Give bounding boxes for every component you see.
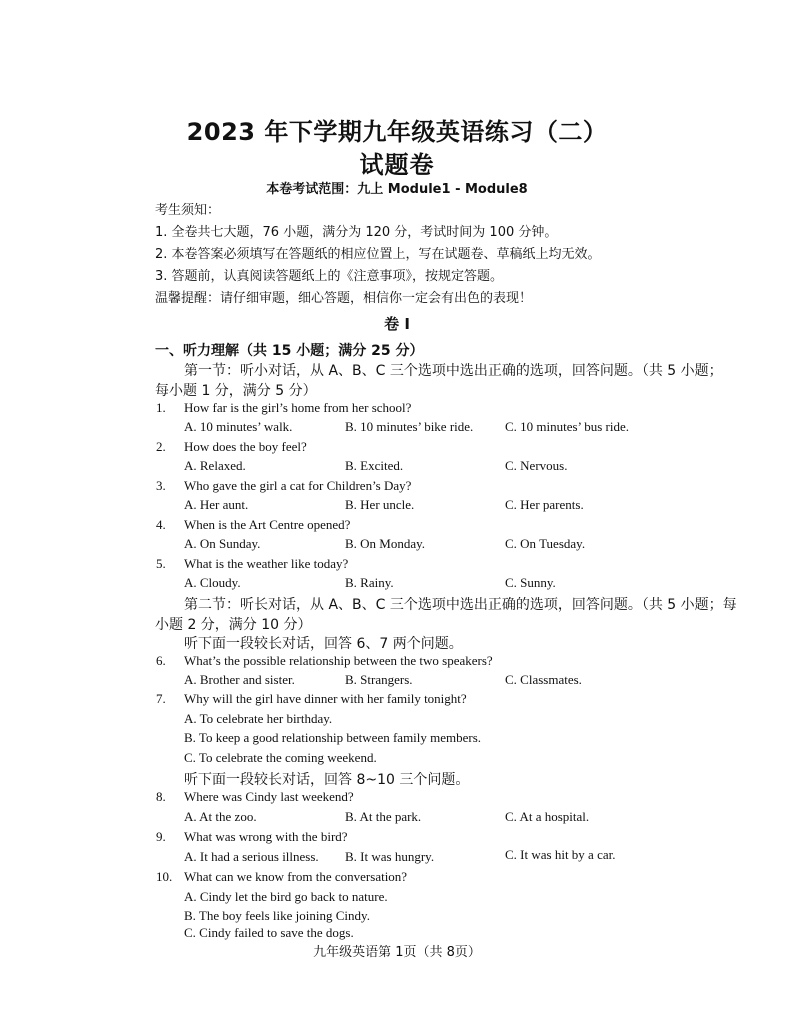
question-number: 2. bbox=[156, 439, 166, 454]
option-a: A. 10 minutes’ walk. bbox=[184, 419, 293, 434]
question-text: When is the Art Centre opened? bbox=[184, 517, 351, 532]
option-a: A. Cindy let the bird go back to nature. bbox=[184, 889, 388, 904]
question-text: Where was Cindy last weekend? bbox=[184, 789, 354, 804]
question-number: 3. bbox=[156, 478, 166, 493]
option-b: B. The boy feels like joining Cindy. bbox=[184, 908, 370, 923]
volume-label: 卷 I bbox=[384, 315, 410, 333]
option-c: C. 10 minutes’ bus ride. bbox=[505, 419, 629, 434]
option-c: C. Cindy failed to save the dogs. bbox=[184, 925, 354, 940]
dialog-instruction: 听下面一段较长对话，回答 8~10 三个问题。 bbox=[184, 772, 470, 788]
question-number: 5. bbox=[156, 556, 166, 571]
question-text: What is the weather like today? bbox=[184, 556, 349, 571]
part-instruction: 小题 2 分，满分 10 分） bbox=[155, 617, 312, 633]
option-c: C. On Tuesday. bbox=[505, 536, 586, 551]
question-text: What was wrong with the bird? bbox=[184, 829, 348, 844]
option-c: C. Her parents. bbox=[505, 497, 584, 512]
note-item: 3. 答题前，认真阅读答题纸上的《注意事项》，按规定答题。 bbox=[155, 269, 504, 284]
option-b: B. It was hungry. bbox=[345, 849, 435, 864]
option-c: C. Nervous. bbox=[505, 458, 568, 473]
option-c: C. It was hit by a car. bbox=[505, 847, 616, 862]
question-number: 1. bbox=[156, 400, 166, 415]
option-a: A. It had a serious illness. bbox=[184, 849, 319, 864]
page-footer: 九年级英语第 1页（共 8页） bbox=[313, 945, 481, 960]
option-b: B. Strangers. bbox=[345, 672, 413, 687]
option-a: A. To celebrate her birthday. bbox=[184, 711, 333, 726]
option-c: C. At a hospital. bbox=[505, 809, 590, 824]
question-number: 7. bbox=[156, 691, 166, 706]
question-text: What can we know from the conversation? bbox=[184, 869, 408, 884]
option-b: B. At the park. bbox=[345, 809, 422, 824]
question-text: Who gave the girl a cat for Children’s Day? bbox=[184, 478, 412, 493]
option-a: A. Relaxed. bbox=[184, 458, 246, 473]
dialog-instruction: 听下面一段较长对话，回答 6、7 两个问题。 bbox=[184, 636, 463, 652]
part-instruction: 第二节：听长对话，从 A、B、C 三个选项中选出正确的选项，回答问题。（共 5 小题；每 bbox=[184, 597, 737, 613]
question-number: 10. bbox=[156, 869, 173, 884]
question-number: 8. bbox=[156, 789, 166, 804]
question-number: 4. bbox=[156, 517, 166, 532]
page-subtitle: 试题卷 bbox=[359, 151, 435, 179]
question-text: How far is the girl’s home from her school? bbox=[184, 400, 412, 415]
option-a: A. Cloudy. bbox=[184, 575, 241, 590]
option-a: A. Brother and sister. bbox=[184, 672, 295, 687]
notes-reminder: 温馨提醒：请仔细审题，细心答题，相信你一定会有出色的表现！ bbox=[155, 291, 533, 306]
option-b: B. Her uncle. bbox=[345, 497, 415, 512]
option-b: B. On Monday. bbox=[345, 536, 426, 551]
question-number: 6. bbox=[156, 653, 166, 668]
notes-heading: 考生须知： bbox=[155, 203, 221, 218]
section-heading: 一、听力理解（共 15 小题；满分 25 分） bbox=[155, 343, 424, 359]
option-b: B. To keep a good relationship between family members. bbox=[184, 730, 482, 745]
page-title: 2023 年下学期九年级英语练习（二） bbox=[186, 118, 608, 146]
part-instruction: 每小题 1 分，满分 5 分） bbox=[155, 383, 317, 399]
option-a: A. On Sunday. bbox=[184, 536, 261, 551]
note-item: 1. 全卷共七大题，76 小题，满分为 120 分，考试时间为 100 分钟。 bbox=[155, 225, 558, 240]
option-a: A. At the zoo. bbox=[184, 809, 257, 824]
option-b: B. Rainy. bbox=[345, 575, 394, 590]
question-text: Why will the girl have dinner with her family tonight? bbox=[184, 691, 467, 706]
exam-scope: 本卷考试范围：九上 Module1 - Module8 bbox=[266, 182, 528, 197]
option-c: C. To celebrate the coming weekend. bbox=[184, 750, 377, 765]
question-number: 9. bbox=[156, 829, 166, 844]
option-b: B. Excited. bbox=[345, 458, 404, 473]
note-item: 2. 本卷答案必须填写在答题纸的相应位置上，写在试题卷、草稿纸上均无效。 bbox=[155, 247, 601, 262]
option-a: A. Her aunt. bbox=[184, 497, 249, 512]
option-c: C. Classmates. bbox=[505, 672, 582, 687]
question-text: How does the boy feel? bbox=[184, 439, 307, 454]
question-text: What’s the possible relationship between the two speakers? bbox=[184, 653, 493, 668]
part-instruction: 第一节：听小对话，从 A、B、C 三个选项中选出正确的选项，回答问题。（共 5 小题； bbox=[184, 363, 723, 379]
option-b: B. 10 minutes’ bike ride. bbox=[345, 419, 474, 434]
option-c: C. Sunny. bbox=[505, 575, 556, 590]
